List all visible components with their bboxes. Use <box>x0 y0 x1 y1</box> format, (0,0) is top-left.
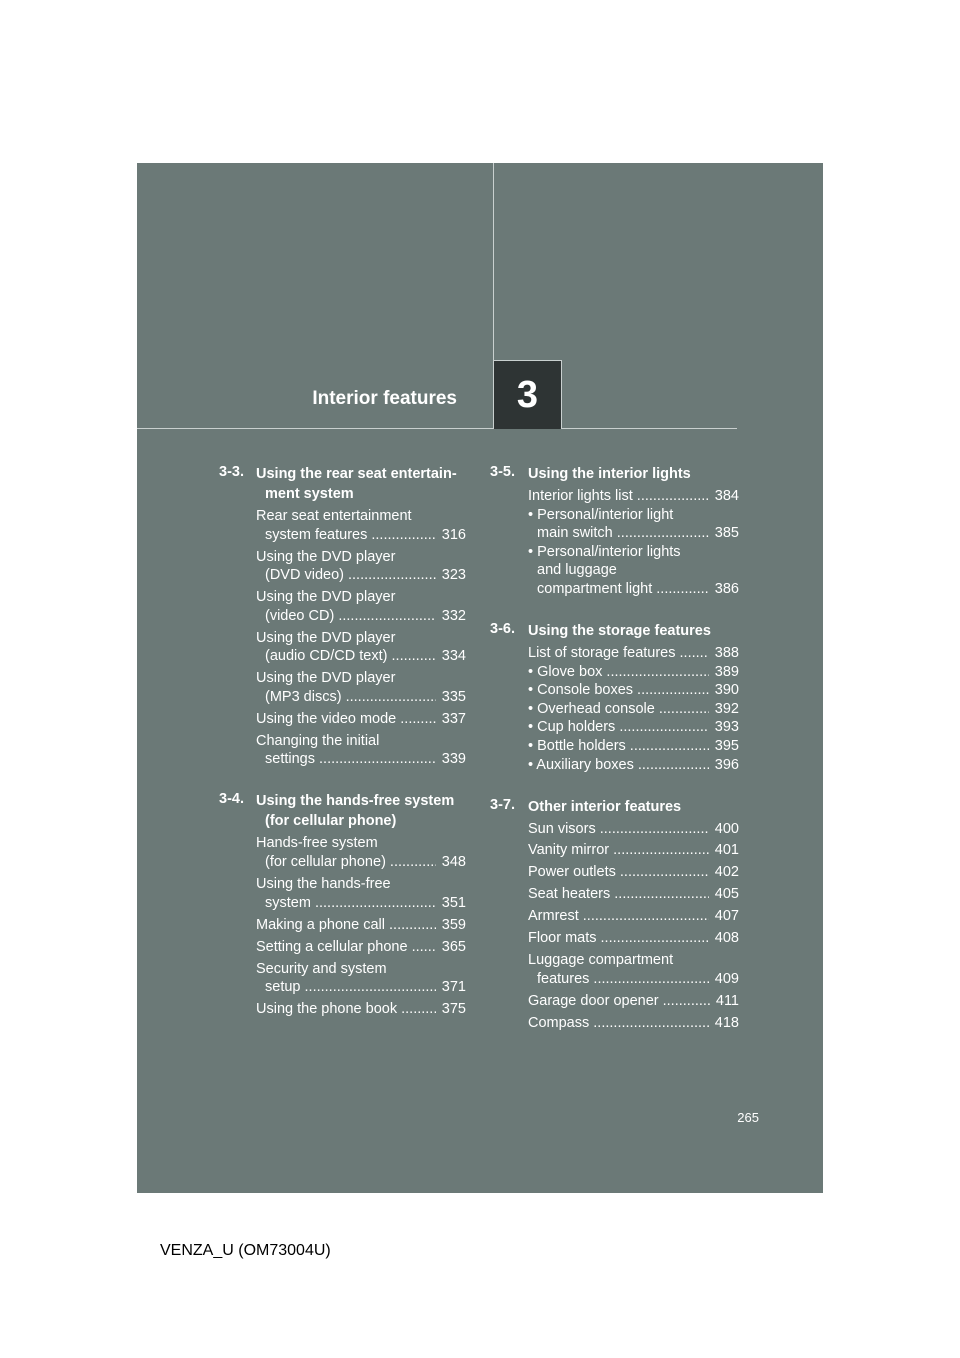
toc-entry-line: Using the hands-free <box>256 876 391 893</box>
toc-entry-line: Floor mats ..... <box>528 929 709 948</box>
section-title[interactable] <box>256 464 466 504</box>
toc-entry[interactable] <box>528 737 739 756</box>
toc-entry-line: • Console boxes ..... <box>528 681 709 700</box>
toc-entry-line: Sun visors ..... <box>528 820 709 839</box>
toc-entry-line: Seat heaters ..... <box>528 885 709 904</box>
toc-entry-page: 384 <box>714 488 739 504</box>
toc-entry-page: 400 <box>714 820 739 837</box>
toc-entry-line: • Cup holders ..... <box>528 718 709 737</box>
section-title[interactable] <box>528 464 739 484</box>
toc-entry-line: Using the video mode ..... <box>256 710 436 729</box>
toc-entry-page: 393 <box>714 719 739 736</box>
toc-entry-page: 323 <box>441 567 466 584</box>
toc-entry-line: • Glove box ..... <box>528 663 709 682</box>
toc-entry-page: 389 <box>714 663 739 680</box>
toc-entry[interactable] <box>256 1000 466 1019</box>
toc-entry-line: Changing the initial <box>256 732 380 749</box>
toc-entry[interactable] <box>528 718 739 737</box>
toc-entry-page: 332 <box>441 607 466 624</box>
chapter-number: 3 <box>516 373 539 416</box>
toc-entry-label <box>256 548 436 585</box>
toc-entry[interactable] <box>528 487 739 506</box>
toc-section <box>490 621 739 774</box>
toc-entry-line: compartment light ..... <box>528 580 709 599</box>
toc-entry-label <box>528 863 709 882</box>
toc-entry[interactable] <box>256 875 466 912</box>
toc-entry-page: 334 <box>441 648 466 665</box>
toc-entry-page: 386 <box>714 580 739 597</box>
toc-entry-line: features ..... <box>528 970 709 989</box>
toc-entry[interactable] <box>256 938 466 957</box>
toc-entry-label <box>256 1000 436 1019</box>
toc-entry-label <box>528 543 709 599</box>
toc-entry-page: 388 <box>714 644 739 661</box>
toc-entry-page: 396 <box>714 756 739 773</box>
toc-entry-page: 402 <box>714 864 739 881</box>
divider-horizontal <box>137 428 737 429</box>
toc-entry-label <box>528 663 709 682</box>
toc-entry-page: 390 <box>714 682 739 699</box>
toc-entry-line: • Overhead console ..... <box>528 700 709 719</box>
toc-entry[interactable] <box>528 951 739 988</box>
toc-entry[interactable] <box>528 929 739 948</box>
toc-entry[interactable] <box>528 907 739 926</box>
section-title[interactable] <box>528 621 739 641</box>
toc-entry-label <box>528 718 709 737</box>
toc-entry[interactable] <box>256 710 466 729</box>
toc-entry-label <box>256 629 436 666</box>
section-title-line: Using the interior lights <box>528 466 691 482</box>
toc-entry-line: Luggage compartment <box>528 952 674 969</box>
toc-entry[interactable] <box>528 700 739 719</box>
section-title[interactable] <box>256 791 466 831</box>
section-body <box>490 464 739 599</box>
section-body <box>490 797 739 1033</box>
toc-entry-label <box>256 588 436 625</box>
toc-entry-line: (for cellular phone) ..... <box>256 853 436 872</box>
toc-entry-page: 316 <box>441 526 466 543</box>
toc-entry[interactable] <box>528 681 739 700</box>
toc-entry[interactable] <box>528 1014 739 1033</box>
toc-entry-line: Garage door opener ..... <box>528 992 710 1011</box>
toc-entry-page: 409 <box>714 971 739 987</box>
toc-entry-line: Power outlets ..... <box>528 863 709 882</box>
toc-entry-label <box>528 506 709 543</box>
toc-column-left <box>219 464 466 1022</box>
section-title-line: Using the hands-free system <box>256 793 455 810</box>
toc-entry-label <box>528 756 709 775</box>
toc-entry[interactable] <box>256 669 466 706</box>
toc-entry-page: 348 <box>441 854 466 871</box>
toc-entry[interactable] <box>256 834 466 871</box>
toc-entry-label <box>528 681 709 700</box>
toc-entry-label <box>528 487 709 506</box>
toc-entry-label <box>256 669 436 706</box>
toc-entry-label <box>256 732 436 769</box>
toc-entry-label <box>528 907 709 926</box>
toc-entry-label <box>256 916 436 935</box>
toc-entry-label <box>528 700 709 719</box>
toc-entry-label <box>528 1014 709 1033</box>
toc-entry-line: system ..... <box>256 894 436 913</box>
toc-entry-label <box>528 820 709 839</box>
section-body <box>219 791 466 1018</box>
section-body <box>490 621 739 774</box>
toc-section <box>219 791 466 1018</box>
document-footer: VENZA_U (OM73004U) <box>160 1242 331 1259</box>
toc-entry-line: • Personal/interior light <box>528 506 674 523</box>
toc-entry-line: Using the DVD player <box>256 629 396 646</box>
toc-entry-label <box>256 507 436 544</box>
toc-entry-line: Using the DVD player <box>256 548 396 565</box>
toc-entry-line: (audio CD/CD text) ..... <box>256 647 436 666</box>
toc-entry-label <box>256 875 436 912</box>
toc-entry-label <box>256 938 436 957</box>
toc-entry-page: 371 <box>441 979 466 996</box>
toc-entry-label <box>256 710 436 729</box>
divider-vertical <box>493 163 494 360</box>
toc-entry-label <box>528 992 710 1011</box>
section-title-line: ment system <box>265 486 354 502</box>
toc-entry-line: (video CD) ..... <box>256 607 436 626</box>
toc-entry-page: 339 <box>441 751 466 768</box>
toc-entry-line: and luggage <box>537 562 617 579</box>
toc-entry-line: • Auxiliary boxes ..... <box>528 756 709 775</box>
toc-entry-line: setup ..... <box>256 978 436 997</box>
toc-entry-label <box>528 885 709 904</box>
section-number: 3-4. <box>219 791 244 808</box>
toc-entry[interactable] <box>528 663 739 682</box>
toc-entry[interactable] <box>256 916 466 935</box>
toc-entry-line: main switch ..... <box>528 524 709 543</box>
section-title-line: (for cellular phone) <box>265 813 397 830</box>
toc-entry-label <box>256 960 436 997</box>
toc-entry[interactable] <box>256 507 466 544</box>
section-number: 3-6. <box>490 620 515 637</box>
section-title[interactable] <box>528 797 739 817</box>
toc-section <box>490 797 739 1033</box>
toc-entry-line: Rear seat entertainment <box>256 508 412 524</box>
toc-entry-page: 375 <box>441 1001 466 1018</box>
toc-entry[interactable] <box>256 548 466 585</box>
toc-entry-page: 408 <box>714 930 739 947</box>
toc-entry-line: Using the DVD player <box>256 670 396 687</box>
toc-entry-page: 365 <box>441 938 466 955</box>
toc-entry-line: • Bottle holders ..... <box>528 737 709 756</box>
toc-entry-page: 392 <box>714 700 739 717</box>
page-number: 265 <box>737 1110 759 1125</box>
toc-entry-page: 351 <box>441 894 466 911</box>
toc-entry-line: Using the DVD player <box>256 589 396 606</box>
toc-entry-line: List of storage features ..... <box>528 644 709 663</box>
section-gap <box>490 778 739 797</box>
toc-entry-label <box>256 834 436 871</box>
section-gap <box>219 772 466 791</box>
toc-entry-label <box>528 644 709 663</box>
toc-entry[interactable] <box>256 732 466 769</box>
toc-entry-page: 335 <box>441 688 466 705</box>
toc-entry-line: Vanity mirror ..... <box>528 841 709 860</box>
toc-entry-page: 385 <box>714 525 739 542</box>
section-body <box>219 464 466 769</box>
toc-entry-line: (MP3 discs) ..... <box>256 688 436 707</box>
toc-entry-label <box>528 929 709 948</box>
toc-entry[interactable] <box>528 506 739 543</box>
toc-entry-page: 405 <box>714 886 739 903</box>
toc-entry-page: 395 <box>714 737 739 754</box>
toc-entry-line: Compass ..... <box>528 1014 709 1033</box>
toc-section <box>490 464 739 599</box>
toc-entry-line: • Personal/interior lights <box>528 543 681 560</box>
toc-entry-line: (DVD video) ..... <box>256 566 436 585</box>
section-title-line: Other interior features <box>528 798 682 815</box>
toc-entry-label <box>528 951 709 988</box>
section-number: 3-3. <box>219 464 244 480</box>
toc-entry-page: 359 <box>441 916 466 933</box>
toc-entry-line: system features ..... <box>256 526 436 545</box>
toc-entry[interactable] <box>256 629 466 666</box>
toc-entry-line: Armrest ..... <box>528 907 709 926</box>
toc-entry-line: settings ..... <box>256 750 436 769</box>
toc-entry[interactable] <box>528 841 739 860</box>
toc-entry-line: Hands-free system <box>256 835 378 852</box>
section-title-line: Using the storage features <box>528 622 711 639</box>
toc-entry[interactable] <box>528 992 739 1011</box>
toc-entry[interactable] <box>528 820 739 839</box>
toc-entry-line: Security and system <box>256 960 387 977</box>
toc-entry[interactable] <box>528 543 739 599</box>
toc-entry[interactable] <box>528 756 739 775</box>
toc-entry-page: 401 <box>714 842 739 859</box>
toc-entry[interactable] <box>256 960 466 997</box>
toc-entry-line: Setting a cellular phone ..... <box>256 938 436 957</box>
toc-entry[interactable] <box>528 863 739 882</box>
chapter-number-badge <box>493 360 562 429</box>
toc-entry[interactable] <box>256 588 466 625</box>
section-gap <box>490 602 739 621</box>
toc-entry-line: Making a phone call ..... <box>256 916 436 935</box>
toc-entry[interactable] <box>528 885 739 904</box>
toc-entry[interactable] <box>528 644 739 663</box>
section-number: 3-5. <box>490 464 515 480</box>
toc-entry-page: 411 <box>715 992 739 1009</box>
toc-entry-line: Using the phone book ..... <box>256 1000 436 1019</box>
toc-entry-page: 418 <box>714 1014 739 1031</box>
toc-entry-label <box>528 737 709 756</box>
toc-entry-label <box>528 841 709 860</box>
toc-column-right <box>490 464 739 1036</box>
toc-entry-line: Interior lights list ..... <box>528 487 709 506</box>
toc-entry-page: 407 <box>714 908 739 925</box>
toc-section <box>219 464 466 769</box>
section-number: 3-7. <box>490 796 515 813</box>
chapter-title: Interior features <box>312 388 457 409</box>
section-title-line: Using the rear seat entertain- <box>256 466 457 482</box>
toc-entry-page: 337 <box>441 710 466 727</box>
